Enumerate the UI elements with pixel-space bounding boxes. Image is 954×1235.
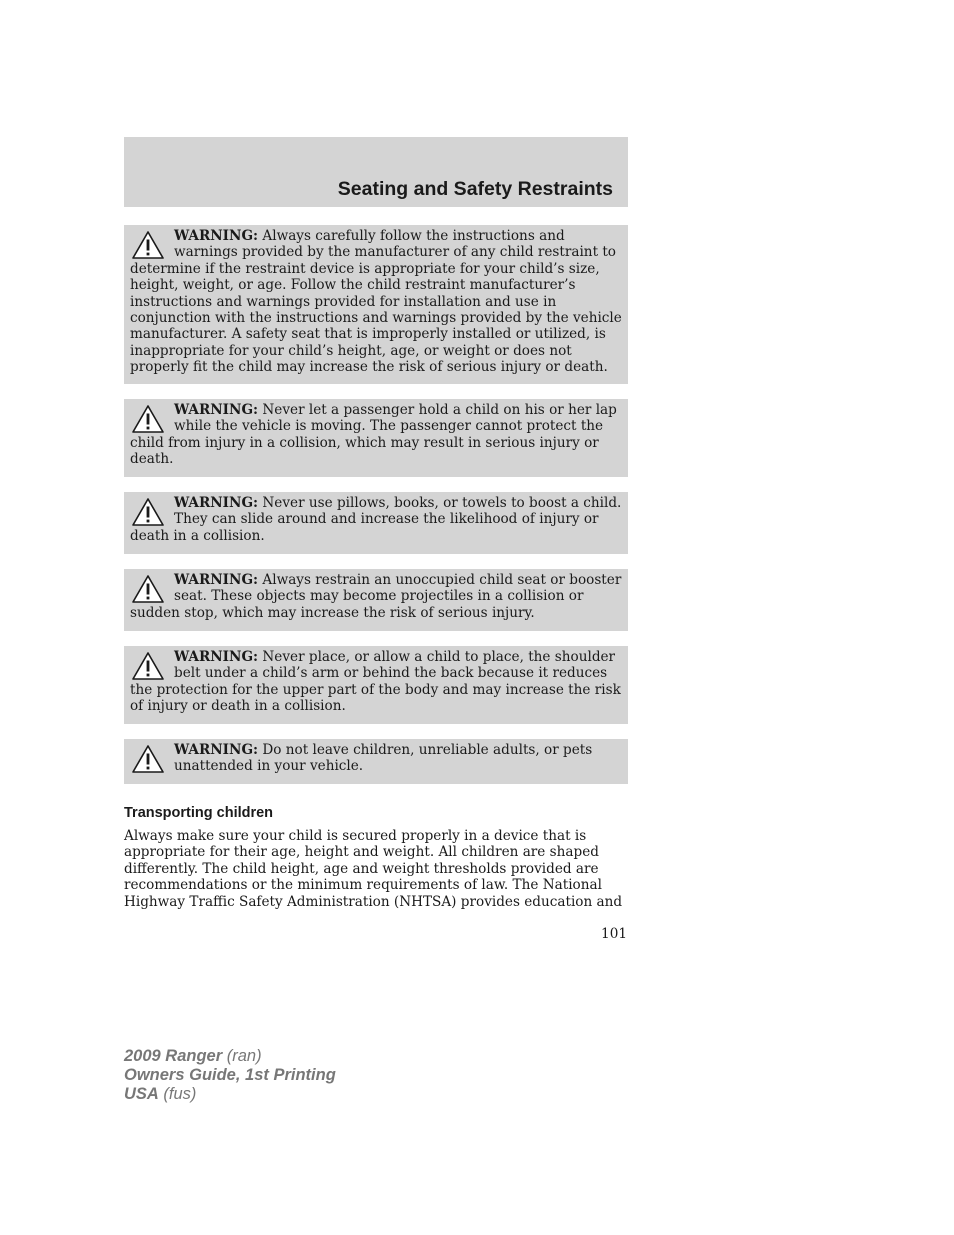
warning-label: WARNING: [174, 402, 259, 418]
warning-text: Always carefully follow the instructions and warnings provided by the manufacturer of any child restraint to determine if the restraint device is appropriate for your child’s size, height, weight, or age. Follow the child restraint manufacturer’s instructions and warnings provided for installation and use in conjunction with the instructions and warnings provided by the vehicle manufacturer. A safety seat that is improperly installed or utilized, is inappropriate for your child’s height, age, or weight or does not properly fit the child may increase the risk of serious injury or death. [130, 228, 622, 376]
warning-triangle-icon [131, 404, 165, 434]
warning-text: Always restrain an unoccupied child seat or booster seat. These objects may become projectiles in a collision or sudden stop, which may increase the risk of serious injury. [130, 572, 622, 621]
footer-line-guide: Owners Guide, 1st Printing [124, 1066, 336, 1084]
footer-line-model: 2009 Ranger (ran) [124, 1047, 262, 1065]
warning-text: Never use pillows, books, or towels to boost a child. They can slide around and increase the likelihood of injury or death in a collision. [130, 495, 622, 544]
page-title: Seating and Safety Restraints [337, 178, 613, 200]
warning-triangle-icon [131, 744, 165, 774]
warning-box [124, 646, 628, 724]
warning-triangle-icon [131, 497, 165, 527]
warning-label: WARNING: [174, 649, 259, 665]
document-footer [124, 1047, 336, 1104]
warning-box [124, 492, 628, 554]
warning-label: WARNING: [174, 742, 259, 758]
warning-box [124, 225, 628, 384]
warning-text: Never place, or allow a child to place, the shoulder belt under a child’s arm or behind the back because it reduces the protection for the upper part of the body and may increase the risk of injury or death in a collision. [130, 649, 621, 715]
warning-label: WARNING: [174, 495, 259, 511]
section-heading: Transporting children [124, 805, 274, 821]
warning-triangle-icon [131, 651, 165, 681]
warning-box [124, 739, 628, 784]
warning-label: WARNING: [174, 572, 259, 588]
warning-triangle-icon [131, 574, 165, 604]
body-paragraph: Always make sure your child is secured properly in a device that is appropriate for their age, height and weight. All children are shaped differently. The child height, age and weight thresholds provided are recommendations or the minimum requirements of law. The National Highway Traffic Safety Administration (NHTSA) provides education and [124, 828, 623, 910]
section-header-band [124, 137, 628, 207]
warning-box [124, 399, 628, 477]
warning-text: Never let a passenger hold a child on his or her lap while the vehicle is moving. The passenger cannot protect the child from injury in a collision, which may result in serious injury or death. [130, 402, 617, 468]
warning-box [124, 569, 628, 631]
warning-label: WARNING: [174, 228, 259, 244]
warning-triangle-icon [131, 230, 165, 260]
warning-text: Do not leave children, unreliable adults, or pets unattended in your vehicle. [174, 742, 593, 775]
page-number: 101 [601, 926, 627, 942]
footer-line-market: USA (fus) [124, 1085, 197, 1103]
